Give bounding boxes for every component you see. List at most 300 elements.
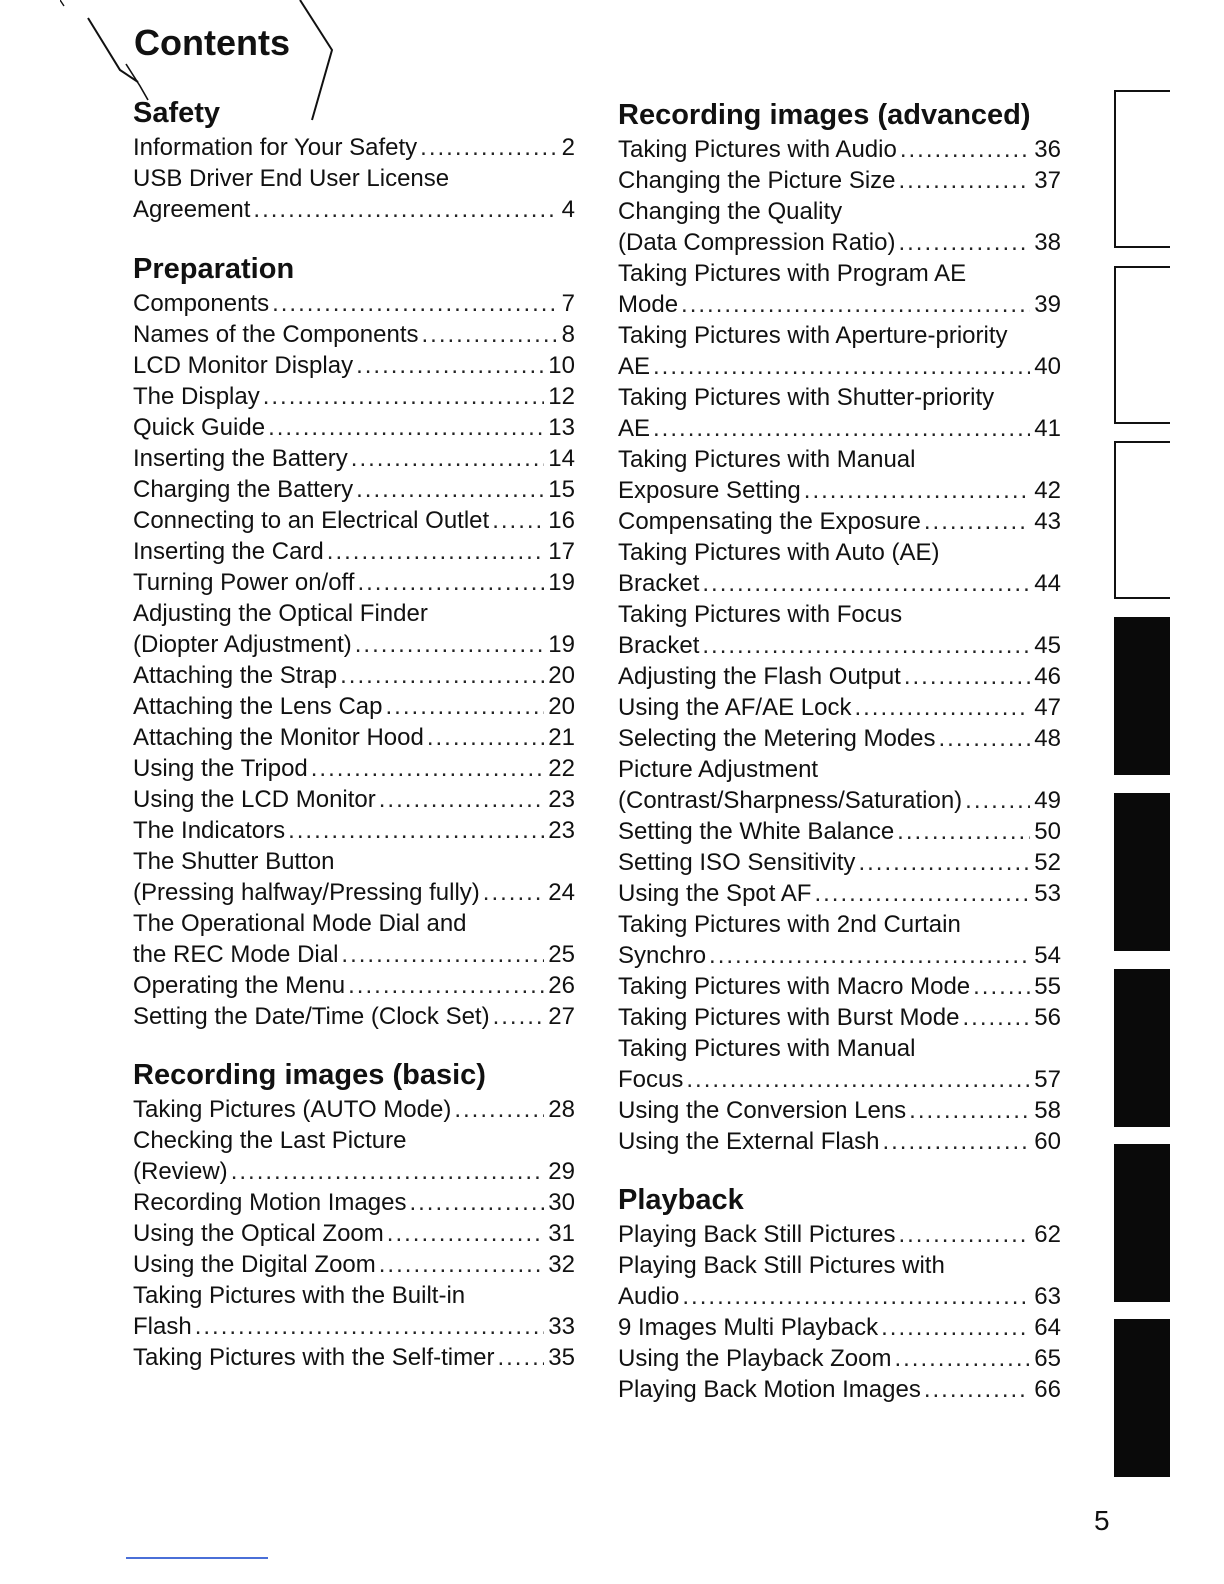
- toc-page-number: 20: [548, 662, 575, 689]
- toc-page-number: 60: [1034, 1128, 1061, 1155]
- toc-entry-line: [618, 1126, 1061, 1157]
- toc-entry-line: [133, 381, 575, 412]
- toc-page-number: 30: [548, 1189, 575, 1216]
- dot-leader: [709, 940, 1030, 971]
- toc-page-number: 36: [1034, 136, 1061, 163]
- dot-leader: [962, 1002, 1030, 1033]
- toc-page-number: 23: [548, 817, 575, 844]
- toc-entry: [133, 536, 575, 567]
- toc-entry: [133, 1001, 575, 1032]
- toc-entry-text: Playing Back Still Pictures with: [618, 1252, 945, 1279]
- dot-leader: [379, 1249, 545, 1280]
- toc-entry-text: Focus: [618, 1066, 684, 1093]
- entry-list: [618, 134, 1061, 1157]
- toc-section-safety: [133, 94, 575, 225]
- toc-entry-line: [133, 1342, 575, 1373]
- toc-page-number: 46: [1034, 663, 1061, 690]
- toc-entry-line: [133, 815, 575, 846]
- toc-entry-line: [133, 350, 575, 381]
- toc-entry-text: the REC Mode Dial: [133, 941, 339, 968]
- toc-entry-text: Taking Pictures with Aperture-priority: [618, 322, 1008, 349]
- toc-entry-text: Changing the Picture Size: [618, 167, 896, 194]
- toc-entry-text: Quick Guide: [133, 414, 266, 441]
- section-title: Recording images (advanced): [618, 99, 1031, 131]
- toc-entry: [133, 598, 575, 660]
- toc-entry-text: Connecting to an Electrical Outlet: [133, 507, 490, 534]
- dot-leader: [681, 289, 1030, 320]
- toc-entry-line: [618, 1281, 1061, 1312]
- toc-entry: [618, 165, 1061, 196]
- toc-entry-line: [618, 661, 1061, 692]
- dot-leader: [311, 753, 545, 784]
- toc-entry-line: [133, 474, 575, 505]
- toc-entry-line: [618, 1312, 1061, 1343]
- toc-entry: [133, 815, 575, 846]
- toc-entry: [133, 163, 575, 225]
- toc-entry-text: (Pressing halfway/Pressing fully): [133, 879, 480, 906]
- toc-entry-line: [618, 971, 1061, 1002]
- toc-entry-text: Selecting the Metering Modes: [618, 725, 936, 752]
- toc-entry-line: [133, 846, 575, 877]
- toc-entry: [133, 691, 575, 722]
- toc-entry: [618, 692, 1061, 723]
- toc-entry-line: [618, 258, 1061, 289]
- dot-leader: [858, 847, 1030, 878]
- section-tab-preparation: [1114, 266, 1170, 424]
- toc-entry-text: (Data Compression Ratio): [618, 229, 896, 256]
- toc-entry-text: Taking Pictures with Auto (AE): [618, 539, 940, 566]
- toc-page-number: 48: [1034, 725, 1061, 752]
- dot-leader: [814, 878, 1030, 909]
- toc-entry-text: Taking Pictures with Macro Mode: [618, 973, 971, 1000]
- toc-entry-line: [133, 194, 575, 225]
- toc-entry-line: [618, 413, 1061, 444]
- toc-entry-text: Playing Back Still Pictures: [618, 1221, 896, 1248]
- toc-entry-line: [133, 1218, 575, 1249]
- toc-entry-line: [618, 1033, 1061, 1064]
- dot-leader: [702, 568, 1030, 599]
- toc-entry-text: Setting ISO Sensitivity: [618, 849, 856, 876]
- dot-leader: [483, 877, 545, 908]
- toc-page-number: 27: [548, 1003, 575, 1030]
- toc-entry-line: [618, 568, 1061, 599]
- toc-page-number: 29: [548, 1158, 575, 1185]
- toc-entry-text: Information for Your Safety: [133, 134, 418, 161]
- toc-entry-text: Attaching the Monitor Hood: [133, 724, 424, 751]
- dot-leader: [253, 194, 557, 225]
- toc-entry-text: Picture Adjustment: [618, 756, 819, 783]
- toc-entry-text: Compensating the Exposure: [618, 508, 921, 535]
- dot-leader: [653, 351, 1030, 382]
- dot-leader: [804, 475, 1031, 506]
- dot-leader: [427, 722, 544, 753]
- toc-entry-line: [133, 753, 575, 784]
- toc-page-number: 47: [1034, 694, 1061, 721]
- toc-entry-text: Bracket: [618, 570, 700, 597]
- toc-page-number: 21: [548, 724, 575, 751]
- toc-section-recording-basic: [133, 1056, 575, 1373]
- toc-entry-line: [618, 165, 1061, 196]
- section-title: Playback: [618, 1184, 744, 1216]
- section-tab-5: [1114, 969, 1170, 1127]
- toc-entry-text: Setting the White Balance: [618, 818, 895, 845]
- toc-entry-line: [618, 1002, 1061, 1033]
- toc-entry-text: Audio: [618, 1283, 680, 1310]
- dot-leader: [421, 319, 557, 350]
- toc-entry-line: [133, 1249, 575, 1280]
- toc-page-number: 22: [548, 755, 575, 782]
- toc-entry: [618, 909, 1061, 971]
- dot-leader: [939, 723, 1031, 754]
- dot-leader: [387, 1218, 545, 1249]
- toc-page-number: 19: [548, 569, 575, 596]
- toc-entry-text: Charging the Battery: [133, 476, 354, 503]
- section-title: Recording images (basic): [133, 1059, 486, 1091]
- dot-leader: [272, 288, 558, 319]
- toc-page-number: 57: [1034, 1066, 1061, 1093]
- dot-leader: [894, 1343, 1030, 1374]
- toc-page-number: 2: [561, 134, 575, 161]
- toc-entry-text: Taking Pictures with Focus: [618, 601, 903, 628]
- toc-entry: [133, 1218, 575, 1249]
- toc-entry-text: Synchro: [618, 942, 707, 969]
- toc-entry-line: [618, 506, 1061, 537]
- section-tab-7: [1114, 1319, 1170, 1477]
- toc-entry-text: AE: [618, 415, 651, 442]
- toc-section-recording-advanced: [618, 96, 1061, 1157]
- dot-leader: [356, 350, 544, 381]
- dot-leader: [351, 443, 545, 474]
- toc-entry: [133, 1094, 575, 1125]
- toc-entry: [133, 350, 575, 381]
- toc-entry-text: Inserting the Battery: [133, 445, 348, 472]
- toc-page-number: 54: [1034, 942, 1061, 969]
- toc-entry-text: Attaching the Lens Cap: [133, 693, 383, 720]
- toc-entry-line: [618, 227, 1061, 258]
- dot-leader: [898, 1219, 1030, 1250]
- toc-entry: [618, 506, 1061, 537]
- toc-entry-line: [618, 816, 1061, 847]
- section-tab-6: [1114, 1144, 1170, 1302]
- toc-entry-line: [618, 878, 1061, 909]
- entry-list: [133, 288, 575, 1032]
- dot-leader: [340, 660, 544, 691]
- toc-entry-text: 9 Images Multi Playback: [618, 1314, 879, 1341]
- toc-entry-text: (Contrast/Sharpness/Saturation): [618, 787, 963, 814]
- dot-leader: [493, 1001, 545, 1032]
- toc-entry-line: [618, 475, 1061, 506]
- toc-page-number: 16: [548, 507, 575, 534]
- toc-entry-line: [133, 598, 575, 629]
- toc-entry: [618, 1033, 1061, 1095]
- toc-entry-text: Using the External Flash: [618, 1128, 880, 1155]
- toc-entry: [618, 1219, 1061, 1250]
- toc-entry: [133, 908, 575, 970]
- toc-entry: [133, 412, 575, 443]
- dot-leader: [702, 630, 1030, 661]
- toc-entry-text: Attaching the Strap: [133, 662, 338, 689]
- dot-leader: [357, 567, 544, 598]
- toc-entry-line: [133, 505, 575, 536]
- dot-leader: [898, 227, 1030, 258]
- toc-entry-text: Using the Spot AF: [618, 880, 812, 907]
- dot-leader: [900, 134, 1030, 165]
- dot-leader: [854, 692, 1030, 723]
- toc-entry-line: [133, 567, 575, 598]
- entry-list: [133, 132, 575, 225]
- section-title: Safety: [133, 97, 221, 129]
- toc-entry: [133, 474, 575, 505]
- toc-entry-line: [133, 1094, 575, 1125]
- section-tab-playback: [1114, 793, 1170, 951]
- toc-page-number: 45: [1034, 632, 1061, 659]
- toc-entry-line: [618, 785, 1061, 816]
- toc-entry-text: Inserting the Card: [133, 538, 324, 565]
- toc-entry-text: Taking Pictures with Shutter-priority: [618, 384, 995, 411]
- toc-entry-line: [133, 1125, 575, 1156]
- toc-entry: [618, 537, 1061, 599]
- toc-page-number: 58: [1034, 1097, 1061, 1124]
- toc-entry: [133, 381, 575, 412]
- dot-leader: [348, 970, 544, 1001]
- toc-entry-line: [133, 1001, 575, 1032]
- dot-leader: [263, 381, 545, 412]
- toc-entry: [618, 816, 1061, 847]
- dot-leader: [497, 1342, 544, 1373]
- section-tab-safety: [1114, 90, 1170, 248]
- dot-leader: [924, 506, 1030, 537]
- toc-entry: [133, 1249, 575, 1280]
- toc-entry: [133, 1280, 575, 1342]
- toc-page-number: 52: [1034, 849, 1061, 876]
- dot-leader: [653, 413, 1030, 444]
- toc-entry-text: Taking Pictures (AUTO Mode): [133, 1096, 452, 1123]
- toc-entry-text: Bracket: [618, 632, 700, 659]
- toc-entry-line: [133, 288, 575, 319]
- dot-leader: [686, 1064, 1030, 1095]
- dot-leader: [882, 1126, 1030, 1157]
- toc-entry: [133, 319, 575, 350]
- toc-entry-line: [618, 847, 1061, 878]
- toc-page-number: 56: [1034, 1004, 1061, 1031]
- toc-page-number: 42: [1034, 477, 1061, 504]
- toc-entry: [618, 444, 1061, 506]
- toc-entry-text: Using the AF/AE Lock: [618, 694, 852, 721]
- toc-section-playback: [618, 1181, 1061, 1405]
- toc-entry-line: [618, 940, 1061, 971]
- toc-entry: [618, 971, 1061, 1002]
- toc-entry-text: Mode: [618, 291, 679, 318]
- toc-entry-line: [618, 1219, 1061, 1250]
- toc-entry-text: Taking Pictures with the Self-timer: [133, 1344, 495, 1371]
- page-number: 5: [1094, 1505, 1110, 1536]
- toc-entry-text: Taking Pictures with 2nd Curtain: [618, 911, 961, 938]
- toc-entry-line: [618, 630, 1061, 661]
- toc-entry-line: [618, 537, 1061, 568]
- toc-entry-text: Using the LCD Monitor: [133, 786, 376, 813]
- toc-entry: [618, 382, 1061, 444]
- toc-entry: [618, 1095, 1061, 1126]
- dot-leader: [965, 785, 1030, 816]
- toc-entry: [618, 1343, 1061, 1374]
- toc-page-number: 49: [1034, 787, 1061, 814]
- toc-page-number: 50: [1034, 818, 1061, 845]
- toc-entry: [618, 754, 1061, 816]
- toc-entry-line: [133, 660, 575, 691]
- toc-entry: [618, 258, 1061, 320]
- toc-page-number: 31: [548, 1220, 575, 1247]
- section-tab-recording-basic: [1114, 441, 1170, 599]
- toc-entry-line: [133, 1156, 575, 1187]
- toc-page-number: 15: [548, 476, 575, 503]
- toc-entry: [618, 1250, 1061, 1312]
- toc-page-number: 38: [1034, 229, 1061, 256]
- toc-page-number: 23: [548, 786, 575, 813]
- toc-page-number: 44: [1034, 570, 1061, 597]
- toc-entry-text: Flash: [133, 1313, 192, 1340]
- toc-entry: [618, 599, 1061, 661]
- toc-section-preparation: [133, 250, 575, 1032]
- toc-page-number: 19: [548, 631, 575, 658]
- dot-leader: [492, 505, 544, 536]
- toc-page-number: 62: [1034, 1221, 1061, 1248]
- toc-entry-line: [618, 754, 1061, 785]
- toc-entry-line: [133, 970, 575, 1001]
- toc-page-number: 43: [1034, 508, 1061, 535]
- toc-entry-line: [133, 163, 575, 194]
- toc-entry-text: Taking Pictures with Manual: [618, 1035, 916, 1062]
- toc-entry-text: Taking Pictures with Manual: [618, 446, 916, 473]
- toc-entry-line: [618, 909, 1061, 940]
- toc-entry-line: [618, 320, 1061, 351]
- toc-entry-text: USB Driver End User License: [133, 165, 450, 192]
- toc-page-number: 24: [548, 879, 575, 906]
- toc-entry-text: Setting the Date/Time (Clock Set): [133, 1003, 490, 1030]
- toc-page-number: 39: [1034, 291, 1061, 318]
- toc-page-number: 37: [1034, 167, 1061, 194]
- toc-entry-line: [133, 319, 575, 350]
- toc-entry: [618, 320, 1061, 382]
- toc-entry-text: The Shutter Button: [133, 848, 335, 875]
- toc-page-number: 10: [548, 352, 575, 379]
- toc-entry-line: [618, 1374, 1061, 1405]
- dot-leader: [881, 1312, 1030, 1343]
- dot-leader: [899, 165, 1031, 196]
- toc-entry-text: Recording Motion Images: [133, 1189, 407, 1216]
- toc-page-number: 4: [561, 196, 575, 223]
- toc-page-number: 55: [1034, 973, 1061, 1000]
- toc-entry-line: [133, 629, 575, 660]
- dot-leader: [909, 1095, 1030, 1126]
- toc-entry-text: Taking Pictures with Program AE: [618, 260, 967, 287]
- dot-leader: [341, 939, 544, 970]
- toc-entry: [133, 660, 575, 691]
- toc-entry: [618, 878, 1061, 909]
- toc-entry-text: Adjusting the Flash Output: [618, 663, 901, 690]
- dot-leader: [386, 691, 545, 722]
- toc-entry-text: LCD Monitor Display: [133, 352, 354, 379]
- dot-leader: [379, 784, 545, 815]
- toc-entry-line: [618, 382, 1061, 413]
- toc-entry-line: [618, 1064, 1061, 1095]
- toc-entry-line: [618, 723, 1061, 754]
- dot-leader: [682, 1281, 1030, 1312]
- dot-leader: [195, 1311, 545, 1342]
- toc-entry: [618, 134, 1061, 165]
- toc-entry-text: Components: [133, 290, 270, 317]
- toc-entry-line: [618, 444, 1061, 475]
- toc-entry: [133, 567, 575, 598]
- toc-entry-text: Agreement: [133, 196, 251, 223]
- toc-entry-line: [133, 939, 575, 970]
- toc-page-number: 7: [561, 290, 575, 317]
- toc-entry: [618, 1312, 1061, 1343]
- toc-page-number: 33: [548, 1313, 575, 1340]
- toc-entry-text: Exposure Setting: [618, 477, 801, 504]
- toc-entry-line: [618, 692, 1061, 723]
- dot-leader: [355, 629, 545, 660]
- entry-list: [133, 1094, 575, 1373]
- toc-page-number: 8: [561, 321, 575, 348]
- toc-page-number: 17: [548, 538, 575, 565]
- toc-entry-line: [133, 784, 575, 815]
- toc-page-number: 32: [548, 1251, 575, 1278]
- toc-entry-line: [133, 412, 575, 443]
- toc-page-number: 26: [548, 972, 575, 999]
- toc-entry-line: [133, 691, 575, 722]
- dot-leader: [897, 816, 1030, 847]
- toc-page-number: 64: [1034, 1314, 1061, 1341]
- toc-entry-text: The Operational Mode Dial and: [133, 910, 467, 937]
- toc-entry: [133, 1125, 575, 1187]
- dot-leader: [924, 1374, 1030, 1405]
- toc-entry-line: [133, 1280, 575, 1311]
- toc-entry: [133, 288, 575, 319]
- dot-leader: [973, 971, 1030, 1002]
- toc-page-number: 12: [548, 383, 575, 410]
- toc-page-number: 66: [1034, 1376, 1061, 1403]
- toc-entry-line: [133, 1187, 575, 1218]
- dot-leader: [904, 661, 1030, 692]
- toc-page-number: 35: [548, 1344, 575, 1371]
- toc-entry-line: [618, 599, 1061, 630]
- toc-entry-line: [133, 908, 575, 939]
- toc-entry-text: Playing Back Motion Images: [618, 1376, 921, 1403]
- toc-entry: [133, 1187, 575, 1218]
- toc-entry-line: [133, 722, 575, 753]
- toc-entry: [618, 196, 1061, 258]
- toc-entry-line: [618, 289, 1061, 320]
- dot-leader: [231, 1156, 545, 1187]
- toc-entry-text: Using the Playback Zoom: [618, 1345, 892, 1372]
- dot-leader: [327, 536, 545, 567]
- page-title: Contents: [134, 22, 290, 63]
- toc-entry-text: AE: [618, 353, 651, 380]
- toc-entry-text: Taking Pictures with the Built-in: [133, 1282, 466, 1309]
- toc-entry-line: [133, 443, 575, 474]
- toc-entry-text: Taking Pictures with Burst Mode: [618, 1004, 960, 1031]
- toc-entry: [133, 970, 575, 1001]
- toc-entry-line: [618, 196, 1061, 227]
- toc-page-number: 13: [548, 414, 575, 441]
- toc-entry-line: [133, 877, 575, 908]
- toc-entry-line: [618, 1343, 1061, 1374]
- toc-page-number: 28: [548, 1096, 575, 1123]
- toc-entry: [133, 443, 575, 474]
- bottom-rule: [126, 1557, 268, 1559]
- dot-leader: [268, 412, 544, 443]
- toc-entry-text: Using the Optical Zoom: [133, 1220, 384, 1247]
